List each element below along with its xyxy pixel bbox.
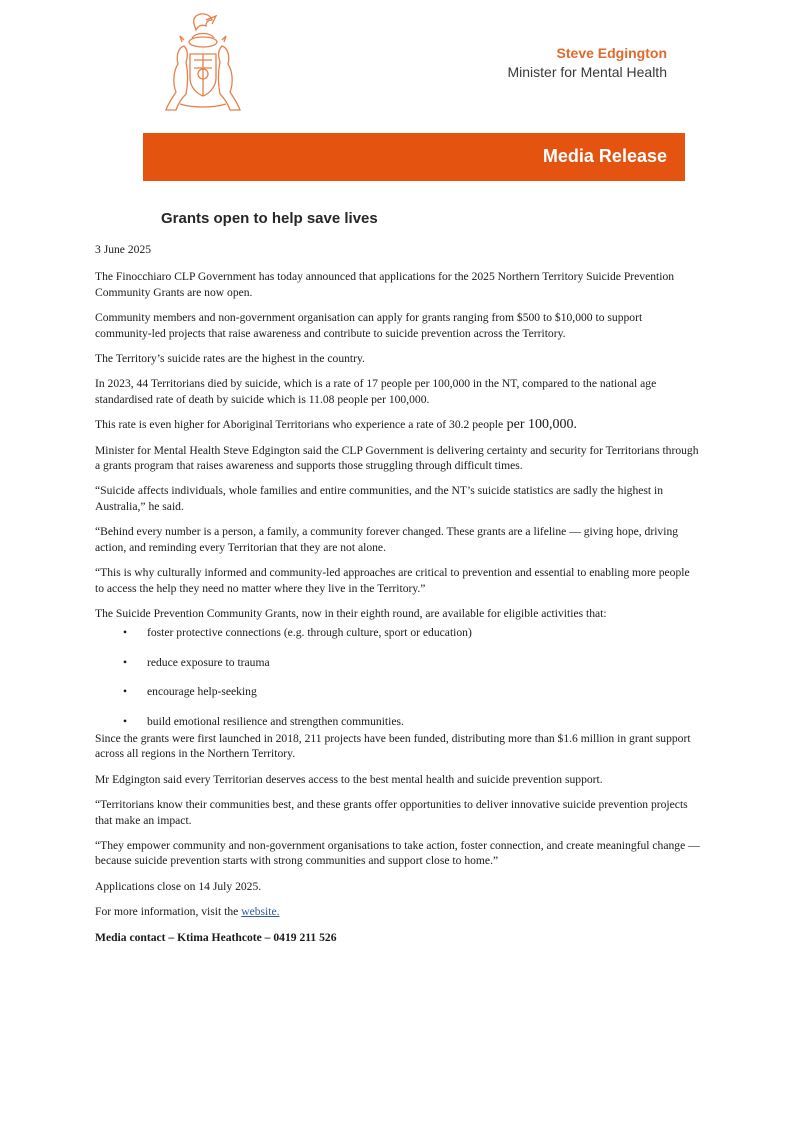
minister-role: Minister for Mental Health (507, 64, 667, 80)
article-body (95, 242, 700, 955)
bullet-icon: • (123, 655, 128, 669)
paragraph-7: “Suicide affects individuals, whole families and entire communities, and the NT’s suicide statistics are sadly the highest in Australia,” he said. (95, 484, 664, 513)
banner-label: Media Release (542, 146, 667, 166)
paragraph-11: Since the grants were first launched in 2018, 211 projects have been funded, distributing more than $1.6 million in grant support across all regions in the Northern Territory. (95, 731, 691, 761)
website-link[interactable]: website. (241, 905, 280, 919)
list-item-text: build emotional resilience and strengthen communities. (147, 714, 404, 728)
release-date: 3 June 2025 (95, 243, 152, 256)
list-item-text: encourage help-seeking (147, 685, 257, 699)
paragraph-14: “They empower community and non-government organisations to take action, foster connection, and create meaningful change — because suicide prevention starts with strong communities and support close to home.” (95, 838, 700, 868)
media-contact: Media contact – Ktima Heathcote – 0419 211 526 (95, 930, 337, 944)
list-item-text: foster protective connections (e.g. through culture, sport or education) (147, 626, 472, 640)
paragraph-1: The Finocchiaro CLP Government has today announced that applications for the 2025 Northern Territory Suicide Prevention Community Grants are now open. (95, 270, 675, 299)
list-item (95, 655, 700, 670)
paragraph-5-main: This rate is even higher for Aboriginal Territorians who experience a rate of 30.2 people (95, 418, 504, 432)
paragraph-5-rate: per 100,000. (503, 417, 578, 433)
bullet-icon: • (123, 685, 128, 699)
paragraph-15: Applications close on 14 July 2025. (95, 879, 262, 893)
paragraph-16 (95, 904, 700, 919)
list-item (95, 684, 700, 699)
paragraph-10: The Suicide Prevention Community Grants, now in their eighth round, are available for eligible activities that: (95, 606, 607, 620)
headline: Grants open to help save lives (161, 210, 378, 227)
paragraph-12: Mr Edgington said every Territorian deserves access to the best mental health and suicide prevention support. (95, 772, 603, 786)
paragraph-4: In 2023, 44 Territorians died by suicide, which is a rate of 17 people per 100,000 in the NT, compared to the national age standardised rate of death by suicide which is 11.08 people per 100,000. (95, 377, 657, 406)
minister-block (507, 44, 667, 82)
paragraph-5 (95, 417, 700, 432)
more-info-text: For more information, visit the (95, 905, 242, 919)
nt-coat-of-arms-icon (162, 12, 244, 118)
paragraph-8: “Behind every number is a person, a family, a community forever changed. These grants are a lifeline — giving hope, driving action, and reminding every Territorian that they are not alone. (95, 525, 679, 554)
activity-list (95, 625, 700, 729)
paragraph-2: Community members and non-government organisation can apply for grants ranging from $500 to $10,000 to support community-led projects that raise awareness and contribute to suicide prevention across the Territory. (95, 311, 643, 340)
list-item-text: reduce exposure to trauma (147, 655, 270, 669)
list-item (95, 714, 700, 729)
paragraph-3: The Territory’s suicide rates are the highest in the country. (95, 352, 365, 366)
list-item (95, 625, 700, 640)
paragraph-13: “Territorians know their communities best, and these grants offer opportunities to deliver innovative suicide prevention projects that make an impact. (95, 798, 688, 827)
paragraph-9: “This is why culturally informed and community-led approaches are critical to prevention and essential to enabling more people to access the help they need no matter where they live in the Territory.” (95, 566, 690, 595)
bullet-icon: • (123, 714, 128, 728)
minister-name: Steve Edgington (556, 45, 667, 61)
media-release-banner (143, 133, 685, 181)
paragraph-6: Minister for Mental Health Steve Edgington said the CLP Government is delivering certainty and security for Territorians through a grants program that raises awareness and supports those struggling through difficult times. (95, 443, 699, 473)
bullet-icon: • (123, 626, 128, 640)
